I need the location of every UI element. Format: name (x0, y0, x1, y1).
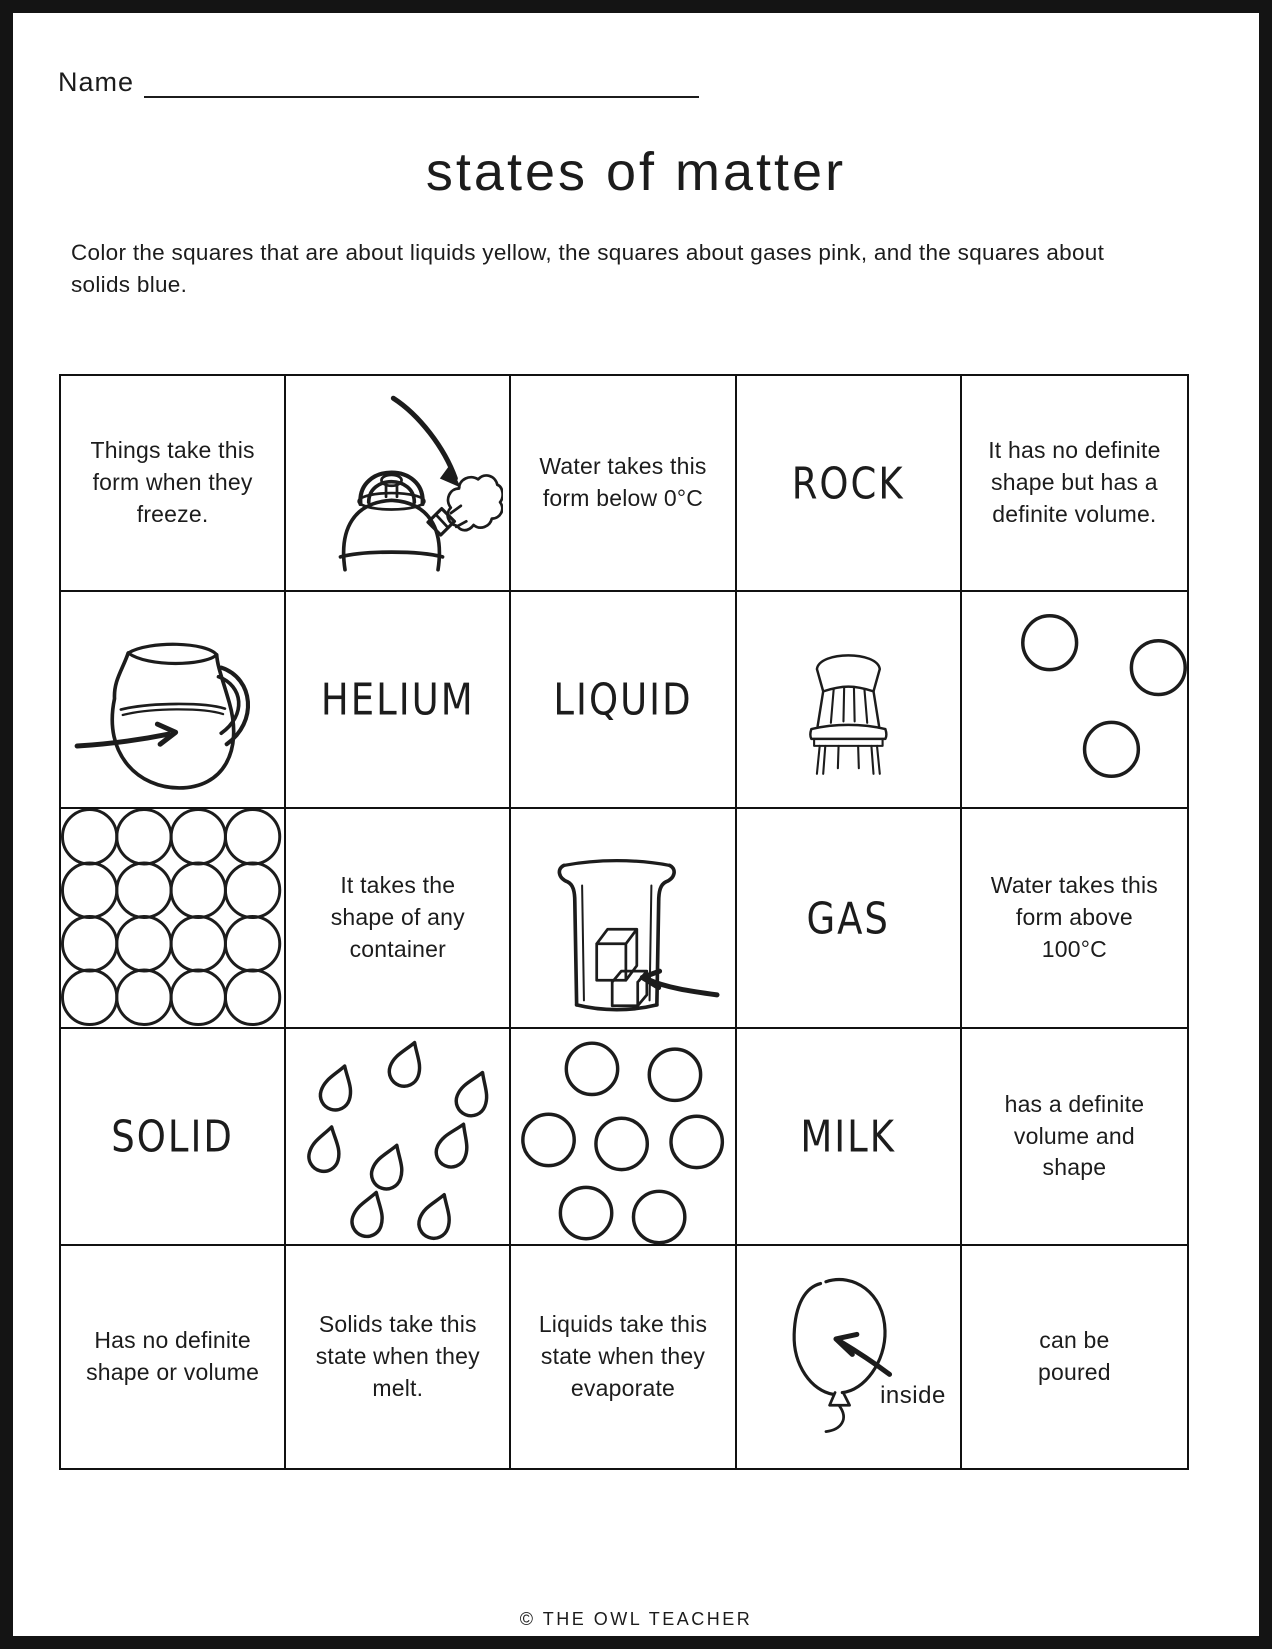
grid-cell-r5c1 (61, 1246, 286, 1468)
cell-text: Water takes this form below 0°C (539, 453, 707, 511)
raindrops-icon (286, 1029, 509, 1244)
cell-text: Solids take this state when they melt. (315, 1311, 480, 1401)
grid-cell-r1c5 (962, 376, 1187, 592)
page-title: states of matter (425, 142, 847, 202)
cell-text: Things take this form when they freeze. (90, 437, 255, 527)
grid-cell-r3c2 (286, 809, 511, 1029)
name-row (58, 67, 699, 98)
cell-label: MILK (800, 1111, 897, 1162)
instructions-text: Color the squares that are about liquids yellow, the squares about gases pink, and the squares about solids blue. (71, 240, 1105, 297)
grid-cell-r3c1 (61, 809, 286, 1029)
grid-cell-r4c2 (286, 1029, 511, 1246)
grid-cell-r5c2 (286, 1246, 511, 1468)
grid-cell-r4c3 (511, 1029, 736, 1246)
beaker-ice-arrow-icon (516, 818, 730, 1019)
name-blank-line (144, 70, 699, 98)
grid-cell-r2c1 (61, 592, 286, 809)
cell-label: HELIUM (320, 674, 475, 725)
pitcher-arrow-icon (68, 598, 278, 800)
balloon-arrow-icon (746, 1255, 951, 1459)
grid-cell-r1c3 (511, 376, 736, 592)
grid-cell-r1c1 (61, 376, 286, 592)
grid-cell-r5c5 (962, 1246, 1187, 1468)
grid-cell-r2c4 (737, 592, 962, 809)
gas-particles-icon (962, 592, 1187, 807)
grid-cell-r3c5 (962, 809, 1187, 1029)
grid-cell-r2c3 (511, 592, 736, 809)
chair-icon (768, 603, 929, 797)
grid-cell-r4c1 (61, 1029, 286, 1246)
kettle-steam-icon (293, 382, 503, 583)
solid-particles-icon (61, 809, 284, 1027)
matter-grid (59, 374, 1189, 1470)
cell-text: can be poured (1037, 1327, 1111, 1385)
grid-cell-r1c2 (286, 376, 511, 592)
cell-text: has a definite volume and shape (1004, 1090, 1145, 1181)
cell-label: LIQUID (553, 674, 693, 725)
balloon-caption: inside (880, 1382, 946, 1409)
copyright-credit: © THE OWL TEACHER (519, 1609, 753, 1629)
cell-label: SOLID (111, 1111, 234, 1162)
grid-cell-r5c3 (511, 1246, 736, 1468)
cell-text: It has no definite shape but has a definite volume. (988, 437, 1161, 527)
liquid-particles-icon (511, 1029, 734, 1244)
name-label: Name (58, 67, 135, 97)
grid-cell-r2c2 (286, 592, 511, 809)
grid-cell-r1c4 (737, 376, 962, 592)
cell-label: GAS (806, 892, 890, 944)
grid-cell-r3c3 (511, 809, 736, 1029)
grid-cell-r3c4 (737, 809, 962, 1029)
cell-label: ROCK (791, 457, 905, 509)
cell-text: Water takes this form above 100°C (990, 872, 1158, 962)
cell-text: It takes the shape of any container (330, 872, 465, 962)
cell-text: Liquids take this state when they evaporate (538, 1311, 708, 1401)
grid-cell-r4c4 (737, 1029, 962, 1246)
grid-cell-r4c5 (962, 1029, 1187, 1246)
cell-text: Has no definite shape or volume (86, 1327, 260, 1385)
grid-cell-r2c5 (962, 592, 1187, 809)
grid-cell-r5c4 (737, 1246, 962, 1468)
